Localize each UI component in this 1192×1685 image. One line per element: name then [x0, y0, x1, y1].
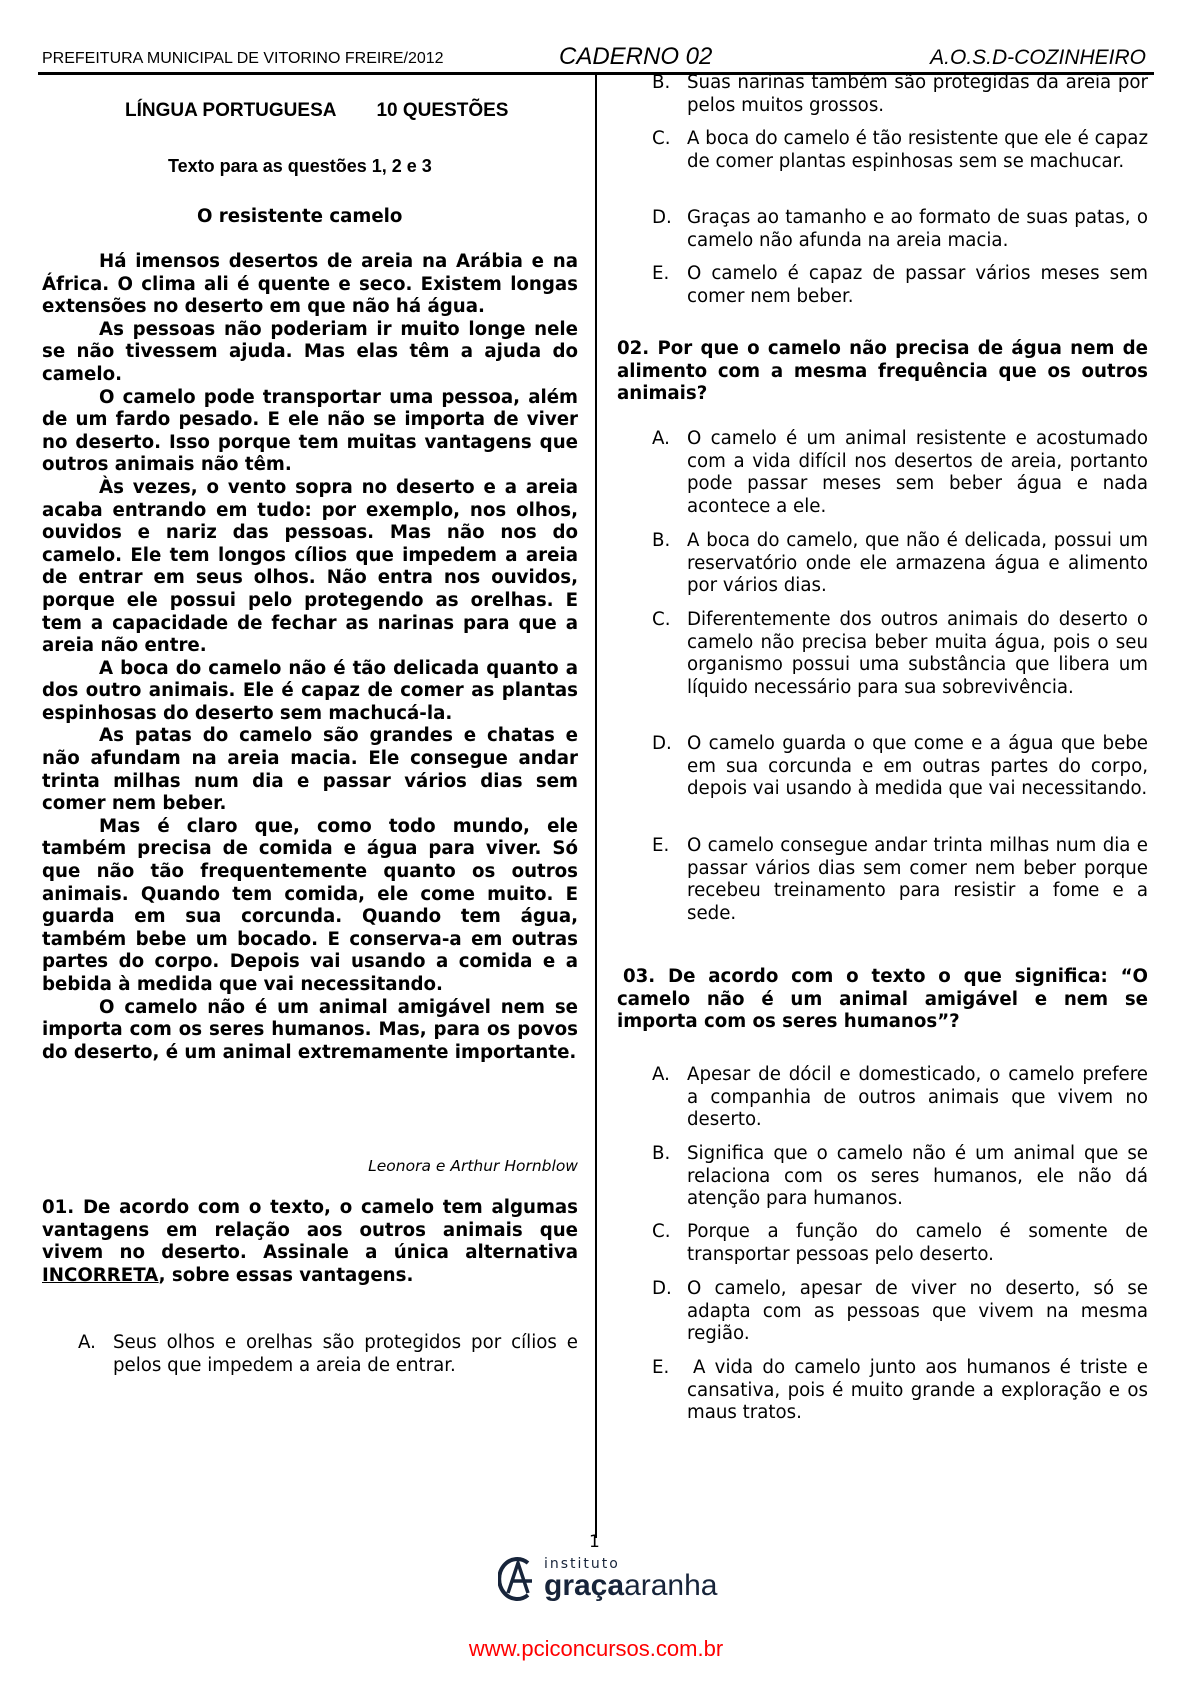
paragraph: Às vezes, o vento sopra no deserto e a areia acaba entrando em tudo: por exemplo, nos olhos, ouvidos e nariz das pessoas. Mas não nos do camelo. Ele tem longos cílios que impedem a areia de entrar em seus olhos. Não entra nos ouvidos, porque ele possui pelo protegendo as orelhas. E tem a capacidade de fechar as narinas para que a areia não entre.	[42, 476, 578, 657]
paragraph: As pessoas não poderiam ir muito longe nele se não tivessem ajuda. Mas elas têm a ajuda do camelo.	[42, 318, 578, 385]
page-number: 1	[589, 1532, 600, 1552]
header-position: A.O.S.D-COZINHEIRO	[930, 46, 1146, 69]
question-3-option-c[interactable]: C. Porque a função do camelo é somente de transportar pessoas pelo deserto.	[652, 1221, 1148, 1265]
question-3-option-b[interactable]: B. Significa que o camelo não é um animal que se relaciona com os seres humanos, ele não dá atenção para humanos.	[652, 1143, 1148, 1210]
question-3-option-e[interactable]: E. A vida do camelo junto aos humanos é triste e cansativa, pois é muito grande a exploração e os maus tratos.	[652, 1357, 1148, 1424]
reading-text	[42, 251, 578, 1064]
question-1-option-c[interactable]: C. A boca do camelo é tão resistente que ele é capaz de comer plantas espinhosas sem se machucar.	[652, 128, 1148, 172]
question-3-option-a[interactable]: A. Apesar de dócil e domesticado, o camelo prefere a companhia de outros animais que vivem no deserto.	[652, 1064, 1148, 1131]
question-2-option-b[interactable]: B. A boca do camelo, que não é delicada, possui um reservatório onde ele armazena água e alimento por vários dias.	[652, 530, 1148, 597]
question-3-stem: 03. De acordo com o texto o que significa: “O camelo não é um animal amigável e nem se importa com os seres humanos”?	[617, 966, 1148, 1033]
question-2-option-d[interactable]: D. O camelo guarda o que come e a água que bebe em sua corcunda e em outras partes do corpo, depois vai usando à medida que vai necessitando.	[652, 733, 1148, 800]
paragraph: Há imensos desertos de areia na Arábia e na África. O clima ali é quente e seco. Existem longas extensões no deserto em que não há água.	[42, 251, 578, 318]
institute-logo	[498, 1555, 717, 1603]
text-title: O resistente camelo	[197, 206, 403, 227]
header-institution: PREFEITURA MUNICIPAL DE VITORINO FREIRE/2012	[42, 50, 444, 67]
paragraph: A boca do camelo não é tão delicada quanto a dos outro animais. Ele é capaz de comer as plantas espinhosas do deserto sem machucá-la.	[42, 657, 578, 724]
logo-small-text: instituto	[544, 1556, 620, 1572]
text-for-label: Texto para as questões 1, 2 e 3	[168, 156, 432, 176]
paragraph: Mas é claro que, como todo mundo, ele também precisa de comida e água para viver. Só que não tão frequentemente quanto os outros animais. Quando tem comida, ele come muito. E guarda em sua corcunda. Quando tem água, também bebe um bocado. E conserva-a em outras partes do corpo. Depois vai usando a comida e a bebida à medida que vai necessitando.	[42, 815, 578, 995]
logo-bold-text: graça	[544, 1569, 625, 1602]
question-2-option-a[interactable]: A. O camelo é um animal resistente e acostumado com a vida difícil nos desertos de areia, portanto pode passar meses sem beber água e nada acontece a ele.	[652, 428, 1148, 517]
text-author: Leonora e Arthur Hornblow	[368, 1157, 578, 1175]
question-1-option-d[interactable]: D. Graças ao tamanho e ao formato de suas patas, o camelo não afunda na areia macia.	[652, 207, 1148, 251]
question-1-option-e[interactable]: E. O camelo é capaz de passar vários meses sem comer nem beber.	[652, 263, 1148, 307]
paragraph: O camelo pode transportar uma pessoa, além de um fardo pesado. E ele não se importa de viver no deserto. Isso porque tem muitas vantagens que outros animais não têm.	[42, 386, 578, 476]
question-1-option-b[interactable]: B. Suas narinas também são protegidas da areia por pelos muitos grossos.	[652, 72, 1148, 116]
question-3-option-d[interactable]: D. O camelo, apesar de viver no deserto, só se adapta com as pessoas que vivem na mesma região.	[652, 1278, 1148, 1345]
column-divider	[595, 75, 597, 1538]
logo-light-text: aranha	[624, 1569, 718, 1602]
question-count: 10 QUESTÕES	[376, 100, 509, 121]
question-1-stem: 01. De acordo com o texto, o camelo tem algumas vantagens em relação aos outros animais que vivem no deserto. Assinale a única alternativa INCORRETA, sobre essas vantagens.	[42, 1197, 578, 1286]
section-subject	[125, 100, 508, 123]
subject-label: LÍNGUA PORTUGUESA	[125, 100, 337, 121]
question-2-stem: 02. Por que o camelo não precisa de água nem de alimento com a mesma frequência que os outros animais?	[617, 338, 1148, 405]
logo-mark-icon	[498, 1555, 538, 1603]
paragraph: As patas do camelo são grandes e chatas e não afundam na areia macia. Ele consegue andar trinta milhas num dia e passar vários dias sem comer nem beber.	[42, 725, 578, 815]
question-1-option-a[interactable]: A. Seus olhos e orelhas são protegidos por cílios e pelos que impedem a areia de entrar.	[78, 1332, 578, 1376]
question-2-option-e[interactable]: E. O camelo consegue andar trinta milhas num dia e passar vários dias sem comer nem beber porque recebeu treinamento para resistir a fome e a sede.	[652, 835, 1148, 924]
header-booklet: CADERNO 02	[559, 43, 713, 70]
paragraph: O camelo não é um animal amigável nem se importa com os seres humanos. Mas, para os povos do deserto, é um animal extremamente importante.	[42, 996, 578, 1063]
question-2-option-c[interactable]: C. Diferentemente dos outros animais do deserto o camelo não precisa beber muita água, pois o seu organismo possui uma substância que libera um líquido necessário para sua sobrevivência.	[652, 609, 1148, 698]
website-link[interactable]: www.pciconcursos.com.br	[468, 1636, 724, 1661]
